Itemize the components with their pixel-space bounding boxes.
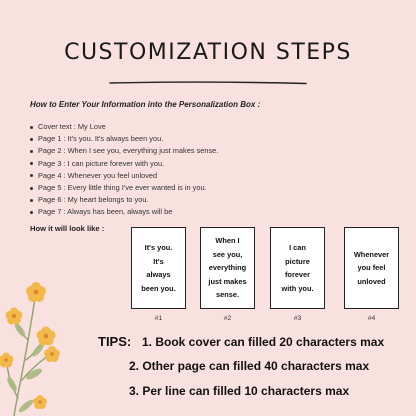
- card-text: It's you. It's always been you.: [141, 243, 176, 293]
- list-item: Page 1 : It's you. It's always been you.: [30, 133, 218, 145]
- instructions-heading: How to Enter Your Information into the Personalization Box :: [30, 100, 261, 109]
- tips-label: TIPS:: [98, 334, 132, 349]
- page-text-list: [30, 121, 218, 219]
- list-item: Page 6 : My heart belongs to you.: [30, 194, 218, 206]
- preview-card-1: [131, 227, 186, 309]
- list-item: Page 2 : When I see you, everything just makes sense.: [30, 145, 218, 157]
- card-text: I can picture forever with you.: [281, 243, 314, 293]
- card-number-3: #3: [293, 315, 302, 322]
- preview-card-3: [270, 227, 325, 309]
- list-item: Page 5 : Every little thing I've ever wanted is in you.: [30, 182, 218, 194]
- card-number-2: #2: [223, 315, 232, 322]
- list-item: Page 7 : Always has been, always will be: [30, 206, 218, 218]
- preview-card-4: [344, 227, 399, 309]
- list-item: Page 3 : I can picture forever with you.: [30, 158, 218, 170]
- card-text: Whenever you feel unloved: [353, 249, 390, 286]
- card-text: When I see you, everything just makes sense.: [208, 236, 247, 300]
- tip-3: 3. Per line can filled 10 characters max: [129, 384, 350, 398]
- list-item: Page 4 : Whenever you feel unloved: [30, 170, 218, 182]
- title-underline: [108, 80, 308, 86]
- card-number-1: #1: [154, 315, 163, 322]
- tip-2: 2. Other page can filled 40 characters max: [129, 359, 370, 373]
- flower-decoration-icon: [0, 280, 80, 416]
- preview-card-2: [200, 227, 255, 309]
- tip-1: 1. Book cover can filled 20 characters max: [142, 335, 385, 349]
- page-title: CUSTOMIZATION STEPS: [64, 40, 352, 65]
- card-number-4: #4: [367, 315, 376, 322]
- preview-heading: How it will look like :: [30, 224, 105, 233]
- list-item: Cover text : My Love: [30, 121, 218, 133]
